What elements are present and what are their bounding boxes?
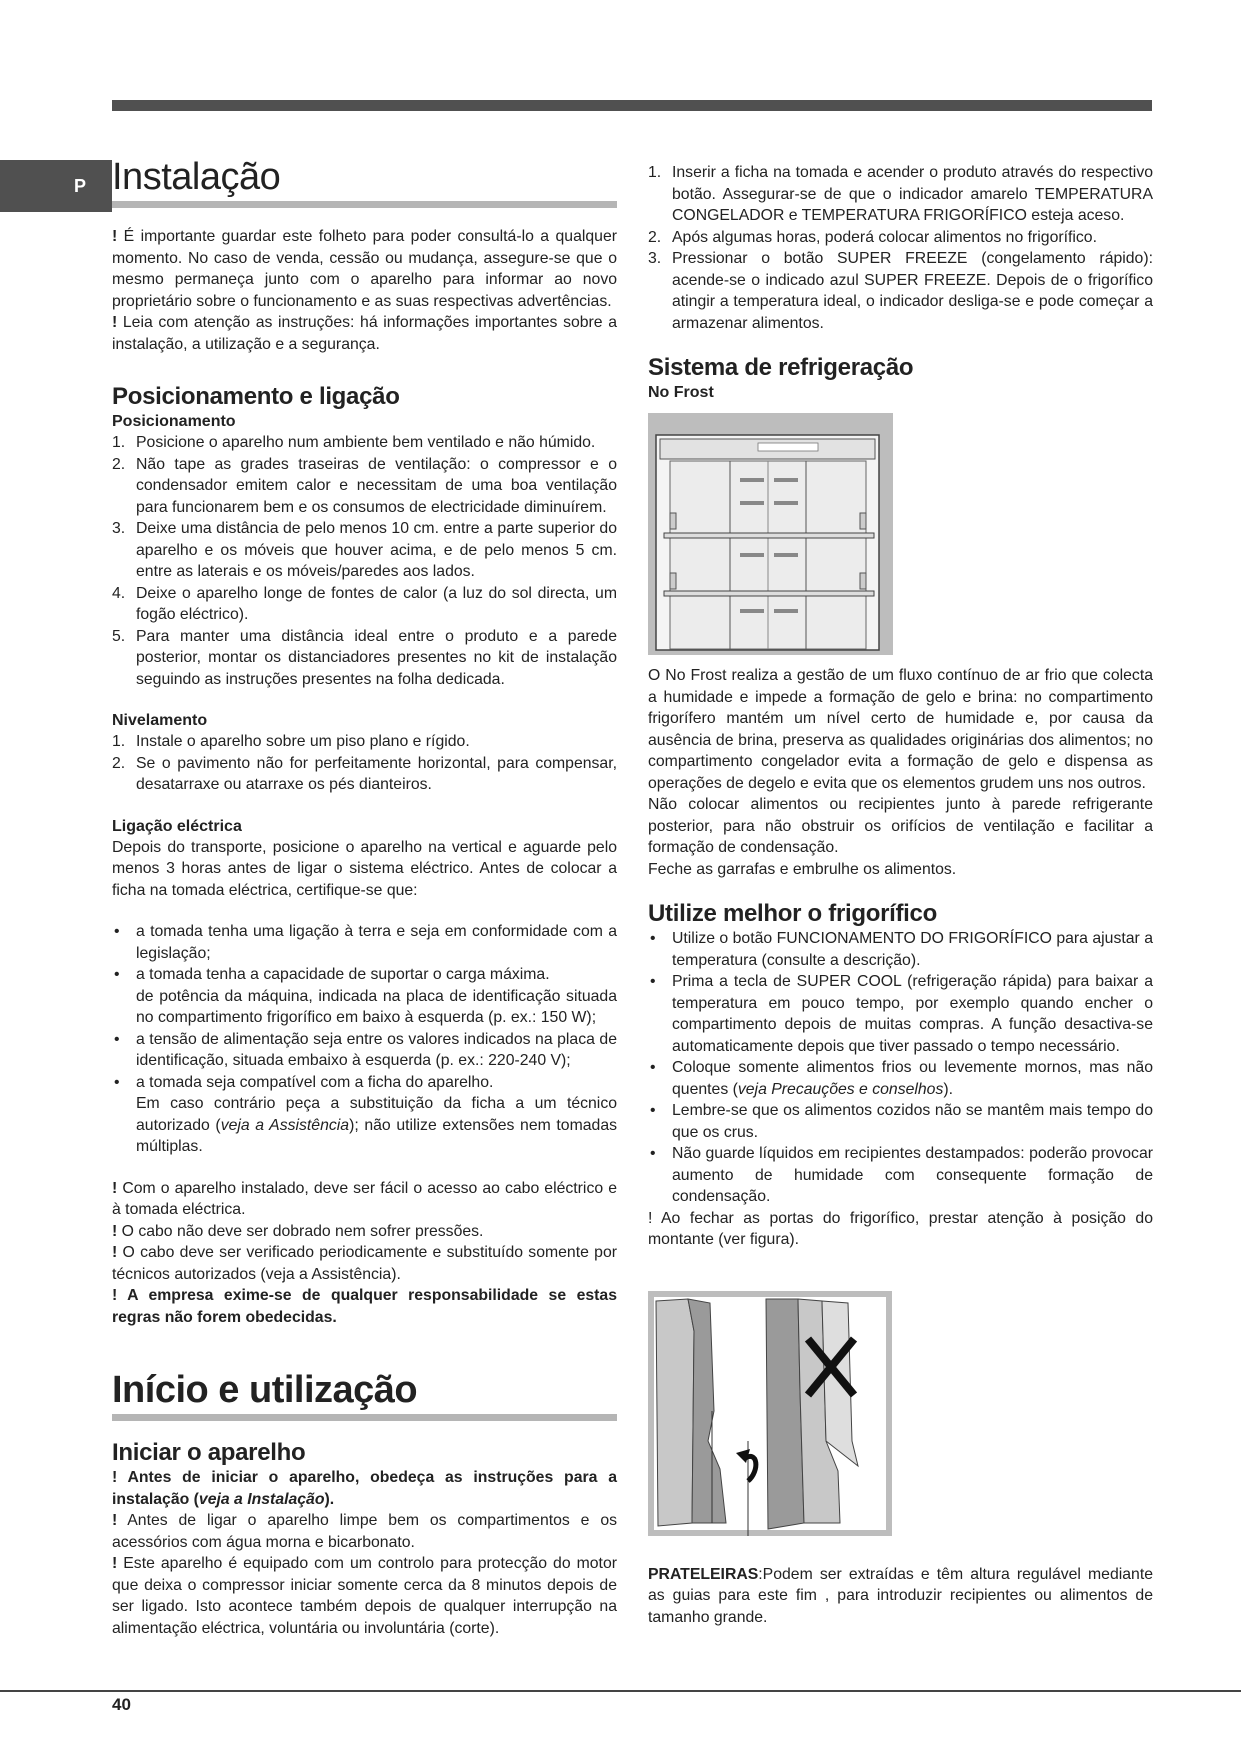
heading-utilize-melhor: Utilize melhor o frigorífico	[648, 900, 937, 927]
list-number: 1.	[112, 733, 126, 750]
list-text: Prima a tecla de SUPER COOL (refrigeração rápida) para baixar a temperatura em pouco tempo, por exemplo quando encher o compartimento depois de muitas compras. A função desactiva-se automaticamente depois que tiver passado o tempo necessário.	[672, 973, 1153, 1055]
title-underline	[112, 201, 617, 208]
list-number: 5.	[112, 627, 126, 645]
list-text: Para manter uma distância ideal entre o produto e a parede posterior, montar os distanciadores presentes no kit de instalação seguindo as instruções presentes na folha dedicada.	[136, 627, 617, 688]
list-text: Se o pavimento não for perfeitamente horizontal, para compensar, desatarraxe ou atarraxe os pés dianteiros.	[136, 754, 617, 793]
ligacao-intro: Depois do transporte, posicione o aparelho na vertical e aguarde pelo menos 3 horas antes de ligar o sistema eléctrico. Antes de colocar a ficha na tomada eléctrica, certifique-se que:	[112, 838, 617, 899]
list-text: ).	[943, 1080, 954, 1098]
list-number: 1.	[648, 164, 662, 181]
list-text-extra: de potência da máquina, indicada na placa de identificação situada no compartimento frigorífico em baixo à esquerda (p. ex.: 150 W);	[136, 987, 617, 1026]
reference-italic: veja Precauções e conselhos	[737, 1080, 944, 1098]
iniciar-notes	[112, 1510, 617, 1639]
ligacao-bullets	[112, 921, 617, 1158]
prateleiras-text: :Podem ser extraídas e têm altura regulável mediante as guias para este fim , para introduzir recipientes ou alimentos de tamanho grande.	[648, 1565, 1153, 1626]
bullet-icon: •	[114, 1073, 120, 1091]
list-text: Posicione o aparelho num ambiente bem ventilado e não húmido.	[136, 434, 596, 451]
intro-text-2: Leia com atenção as instruções: há informações importantes sobre a instalação, a utilização e a segurança.	[112, 314, 617, 353]
list-item	[112, 1029, 617, 1072]
list-text: Deixe o aparelho longe de fontes de calor (a luz do sol directa, um fogão eléctrico).	[136, 584, 617, 623]
list-item	[648, 227, 1153, 249]
list-item	[648, 1057, 1153, 1100]
heading-sistema-refrigeracao: Sistema de refrigeração	[648, 354, 914, 381]
section-title-instalacao: Instalação	[112, 156, 281, 198]
right-column	[648, 162, 1153, 1628]
warning-mark: !	[112, 1222, 118, 1240]
bullet-icon: •	[650, 1059, 656, 1076]
list-text-extra: ); não utilize extensões nem tomadas múltiplas.	[136, 1116, 618, 1155]
door-note: ! Ao fechar as portas do frigorífico, prestar atenção à posição do montante (ver figura).	[648, 1209, 1153, 1248]
warning-mark: !	[112, 1555, 118, 1572]
list-text: Após algumas horas, poderá colocar alimentos no frigorífico.	[672, 228, 1097, 246]
warning-mark: !	[112, 1244, 118, 1261]
list-item	[112, 583, 617, 626]
list-number: 3.	[112, 520, 126, 537]
list-item	[112, 454, 617, 519]
door-closing-illustration	[648, 1291, 892, 1536]
bullet-icon: •	[114, 966, 120, 983]
warning-text: O cabo deve ser verificado periodicamente e substituído somente por técnicos autorizados (veja a Assistência).	[112, 1244, 617, 1283]
bullet-icon: •	[650, 1102, 656, 1119]
ligacao-warnings	[112, 1178, 617, 1286]
list-number: 2.	[112, 754, 126, 772]
subheading-posicionamento: Posicionamento	[112, 413, 236, 430]
no-frost-fridge-illustration	[648, 413, 893, 655]
list-item	[648, 1100, 1153, 1143]
list-item	[112, 518, 617, 583]
language-tab-label: P	[73, 175, 86, 196]
list-item	[648, 928, 1153, 971]
nivelamento-list	[112, 731, 617, 796]
posicionamento-list	[112, 432, 617, 690]
intro-text-1: É importante guardar este folheto para poder consultá-lo a qualquer momento. No caso de venda, cessão ou mudança, assegure-se que o mesmo permaneça junto com o aparelho para informar ao novo proprietário sobre o funcionamento e as suas respectivas advertências.	[112, 228, 617, 310]
list-text: a tomada seja compatível com a ficha do aparelho.	[136, 1073, 494, 1091]
list-text: Lembre-se que os alimentos cozidos não se mantêm mais tempo do que os crus.	[672, 1102, 1153, 1141]
list-number: 3.	[648, 250, 662, 267]
bold-note-text: ! Antes de iniciar o aparelho, obedeça as instruções para a instalação (	[112, 1469, 617, 1508]
left-column	[112, 155, 617, 1639]
iniciar-bold-note	[112, 1467, 617, 1510]
list-item	[112, 753, 617, 796]
bold-note-text: ).	[324, 1490, 335, 1508]
list-number: 1.	[112, 434, 126, 451]
list-item	[648, 162, 1153, 227]
reference-italic: veja a Instalação	[198, 1490, 325, 1508]
note-text: Antes de ligar o aparelho limpe bem os compartimentos e os acessórios com água morna e bicarbonato.	[112, 1512, 617, 1551]
warning-text: O cabo não deve ser dobrado nem sofrer pressões.	[117, 1222, 484, 1240]
bold-warning: ! A empresa exime-se de qualquer responsabilidade se estas regras não forem obedecidas.	[112, 1287, 617, 1326]
header-bar	[112, 100, 1152, 111]
footer-rule	[0, 1690, 1241, 1692]
list-text: Não tape as grades traseiras de ventilação: o compressor e o condensador emitem calor e necessitam de uma boa ventilação para funcionarem bem e os consumos de electricidade diminuírem.	[136, 455, 617, 516]
list-number: 4.	[112, 584, 126, 602]
warning-mark: !	[112, 228, 118, 245]
list-item	[112, 964, 617, 1029]
bullet-icon: •	[650, 930, 656, 947]
list-item	[112, 921, 617, 964]
list-number: 2.	[112, 455, 126, 473]
list-text: a tomada tenha uma ligação à terra e seja em conformidade com a legislação;	[136, 923, 617, 962]
startup-steps	[648, 162, 1153, 334]
title-underline	[112, 1414, 617, 1421]
list-item	[648, 1143, 1153, 1208]
page-number: 40	[112, 1695, 131, 1714]
no-frost-paragraph-1: O No Frost realiza a gestão de um fluxo contínuo de ar frio que colecta a humidade e impede a formação de gelo e brina: no compartimento frigorífero mantém um nível certo de humidade e, por causa da ausência de brina, preserva as qualidades originárias dos alimentos; no compartimento congelador evita a formação de gelo e dispensa as operações de degelo e evita que os elementos grudem uns nos outros.	[648, 667, 1153, 792]
language-tab	[0, 160, 112, 212]
no-frost-paragraph-3: Feche as garrafas e embrulhe os alimentos.	[648, 860, 957, 878]
heading-posicionamento-ligacao: Posicionamento e ligação	[112, 383, 400, 410]
list-item	[648, 248, 1153, 334]
warning-mark: !	[112, 314, 118, 331]
subheading-ligacao-electrica: Ligação eléctrica	[112, 817, 242, 835]
list-item	[112, 731, 617, 753]
list-item	[112, 626, 617, 691]
prateleiras-paragraph	[648, 1564, 1153, 1629]
section-title-inicio: Início e utilização	[112, 1369, 418, 1411]
utilize-bullets	[648, 928, 1153, 1208]
bullet-icon: •	[114, 923, 120, 940]
bullet-icon: •	[650, 973, 656, 990]
list-text: Instale o aparelho sobre um piso plano e rígido.	[136, 733, 470, 750]
prateleiras-label: PRATELEIRAS	[648, 1565, 759, 1583]
reference-italic: veja a Assistência	[220, 1116, 350, 1134]
list-text: a tensão de alimentação seja entre os valores indicados na placa de identificação, situada embaixo à esquerda (p. ex.: 220-240 V);	[136, 1030, 617, 1069]
list-text-extra: Em caso contrário peça a substituição da ficha a um técnico autorizado (	[136, 1095, 617, 1134]
list-item	[112, 1072, 617, 1158]
bullet-icon: •	[114, 1030, 120, 1048]
bullet-icon: •	[650, 1145, 656, 1162]
list-item	[112, 432, 617, 454]
warning-mark: !	[112, 1512, 118, 1529]
warning-text: Com o aparelho instalado, deve ser fácil o acesso ao cabo eléctrico e à tomada eléctrica.	[112, 1179, 617, 1218]
list-text: Não guarde líquidos em recipientes destampados: poderão provocar aumento de humidade com consequente formação de condensação.	[672, 1145, 1153, 1205]
note-text: Este aparelho é equipado com um controlo para protecção do motor que deixa o compressor iniciar somente cerca da 8 minutos depois de ser ligado. Isto acontece também depois de qualquer interrupção na alimentação eléctrica, voluntária ou involuntária (corte).	[112, 1555, 617, 1637]
subheading-nivelamento: Nivelamento	[112, 712, 208, 729]
list-text: Deixe uma distância de pelo menos 10 cm. entre a parte superior do aparelho e os móveis que houver acima, e de pelo menos 5 cm. entre as laterais e os móveis/paredes aos lados.	[136, 520, 617, 580]
subheading-no-frost: No Frost	[648, 384, 714, 401]
heading-iniciar-aparelho: Iniciar o aparelho	[112, 1439, 306, 1466]
list-number: 2.	[648, 228, 662, 246]
no-frost-paragraph-2: Não colocar alimentos ou recipientes junto à parede refrigerante posterior, para não obstruir os orifícios de ventilação e facilitar a formação de condensação.	[648, 796, 1153, 856]
warning-mark: !	[112, 1179, 118, 1197]
list-text: a tomada tenha a capacidade de suportar o carga máxima.	[136, 966, 550, 983]
list-item	[648, 971, 1153, 1057]
list-text: Inserir a ficha na tomada e acender o produto através do respectivo botão. Assegurar-se de que o indicador amarelo TEMPERATURA CONGELADOR e TEMPERATURA FRIGORÍFICO esteja aceso.	[672, 164, 1153, 224]
list-text: Coloque somente alimentos frios ou levemente mornos, mas não quentes (	[672, 1059, 1153, 1098]
list-text: Utilize o botão FUNCIONAMENTO DO FRIGORÍFICO para ajustar a temperatura (consulte a descrição).	[672, 930, 1153, 969]
intro-paragraph	[112, 226, 617, 355]
list-text: Pressionar o botão SUPER FREEZE (congelamento rápido): acende-se o indicado azul SUPER FREEZE. Depois de o frigorífico atingir a temperatura ideal, o indicador desliga-se e pode começar a armazenar alimentos.	[672, 250, 1153, 332]
